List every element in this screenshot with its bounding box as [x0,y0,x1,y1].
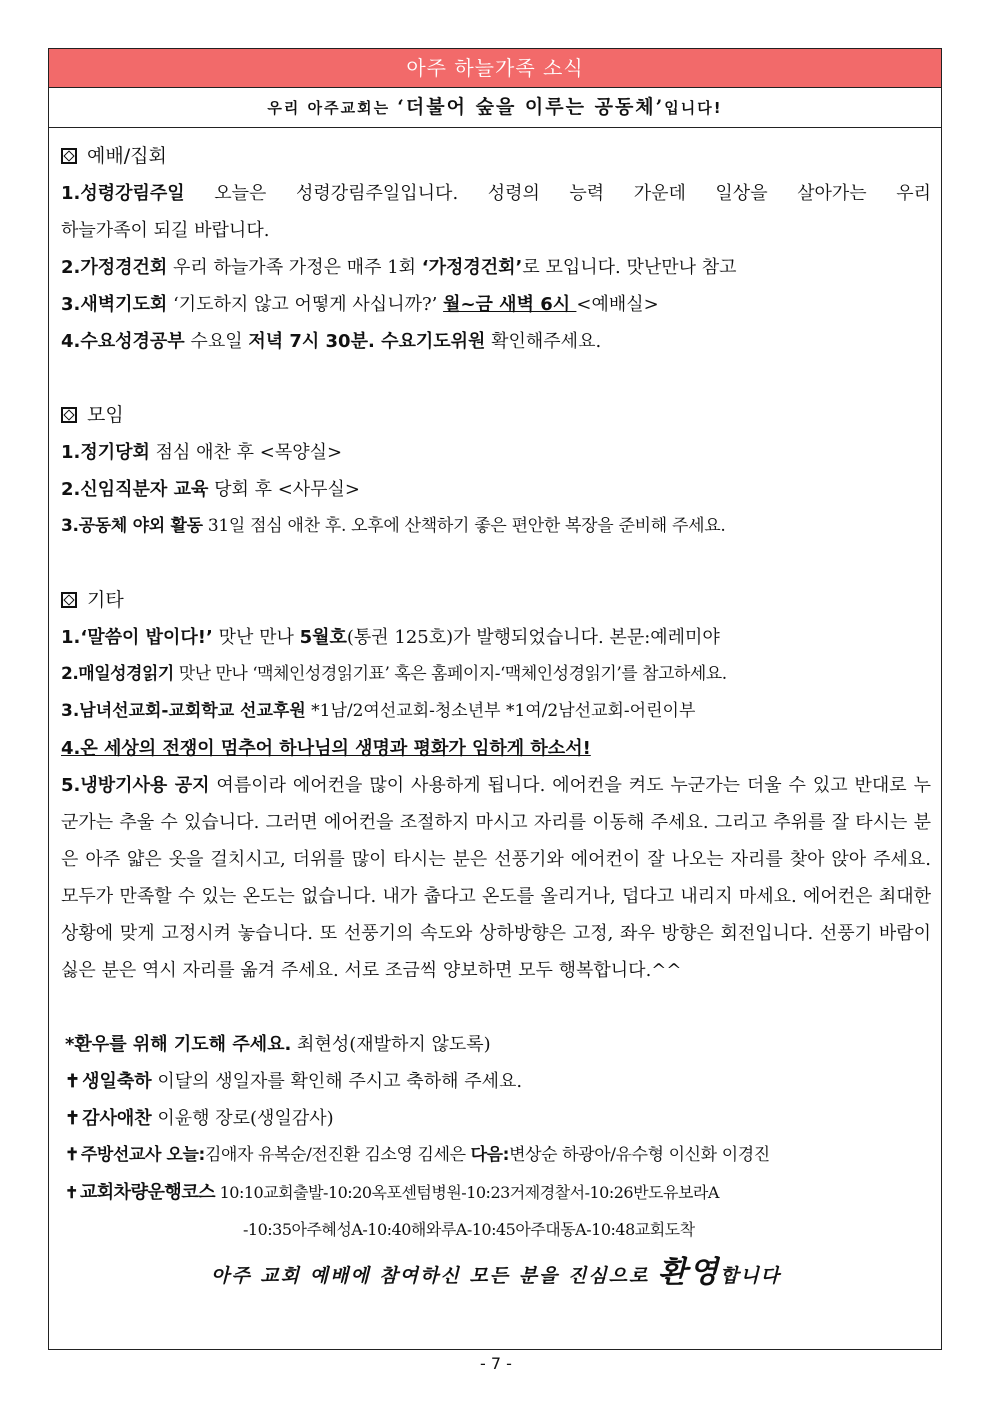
header-title: 아주 하늘가족 소식 [406,56,584,80]
item-label: 감사애찬 [82,1108,152,1129]
birthday-notice [61,1063,931,1100]
item-text: 수요일 [184,331,249,352]
item-text: 하늘가족이 되길 바랍니다. [61,220,270,241]
cross-icon: ✝ [65,1145,79,1165]
etc-item-1 [61,619,931,656]
item-label: 교회차량운행코스 [79,1182,216,1203]
item-label: 3.새벽기도회 [61,294,168,315]
item-label: 5.냉방기사용 공지 [61,775,210,796]
bus-route-cont [61,1211,931,1248]
cross-icon: ✝ [65,1071,81,1092]
item-label: 2.매일성경읽기 [61,664,174,684]
section-title: 기타 [87,589,124,611]
item-text: *1남/2여선교회-청소년부 *1여/2남선교회-어린이부 [305,701,696,721]
item-text: 이윤행 장로(생일감사) [151,1108,334,1129]
etc-item-3 [61,693,931,730]
item-label: 2.가정경건회 [61,257,168,278]
church-slogan [49,88,941,128]
section-etc-heading [61,582,931,619]
section-meeting-heading [61,397,931,434]
meeting-item-1 [61,434,931,471]
welcome-message [61,1254,931,1295]
page-number: - 7 - [480,1354,512,1373]
bus-route [61,1174,931,1211]
section-worship-heading [61,138,931,175]
etc-item-4-prayer [61,730,931,767]
item-text: 변상순 하광아/유수형 이신화 이경진 [509,1145,770,1165]
item-text: 31일 점심 애찬 후. 오후에 산책하기 좋은 편안한 복장을 준비해 주세요. [202,516,726,536]
kitchen-notice [61,1137,931,1174]
cross-icon: ✝ [65,1108,81,1129]
item-emphasis: ‘가정경건회’ [421,257,523,278]
welcome-post: 합니다 [719,1265,782,1287]
worship-item-3 [61,286,931,323]
cross-icon: ✝ [65,1183,78,1202]
item-label: 생일축하 [82,1071,152,1092]
section-title: 예배/집회 [87,145,167,167]
item-text: 최현성(재발하지 않도록) [291,1034,491,1055]
worship-item-1-cont [61,212,931,249]
section-title: 모임 [87,404,124,426]
item-label: 3.남녀선교회-교회학교 선교후원 [61,701,306,721]
item-text: -10:35아주혜성A-10:40해와루A-10:45아주대동A-10:48교회도착 [243,1220,695,1239]
item-text: 점심 애찬 후 <목양실> [149,442,343,463]
item-label: 4.수요성경공부 [61,331,185,352]
item-place: <예배실> [576,294,659,315]
worship-item-4 [61,323,931,360]
welcome-pre: 아주 교회 예배에 참여하신 모든 분을 진심으로 [210,1265,658,1287]
etc-item-5 [61,767,931,989]
item-text: 김애자 유복순/전진환 김소영 김세은 [204,1145,471,1165]
item-label: 오늘: [160,1145,205,1165]
slogan-main: ‘더불어 숲을 이루는 공동체’ [397,96,665,118]
item-text: 맛난 만나 [212,627,300,648]
diamond-square-icon [61,407,77,423]
item-text: 여름이라 에어컨을 많이 사용하게 됩니다. 에어컨을 켜도 누군가는 더울 수 있고 반대로 누군가는 추울 수 있습니다. 그러면 에어컨을 조절하지 마시고 자리를 이동해 주세요. 그리고 추위를 잘 타시는 분은 아주 얇은 옷을 걸치시고, 더위를 많이 타시는 분은 선풍기와 에어컨이 잘 나오는 자리를 찾아 앉아 주세요. 모두가 만족할 수 있는 온도는 없습니다. 내가 춥다고 온도를 올리거나, 덥다고 내리지 마세요. 에어컨은 최대한 상황에 맞게 고정시켜 놓습니다. 또 선풍기의 속도와 상하방향은 고정, 좌우 방향은 회전입니다. 선풍기 바람이 싫은 분은 역시 자리를 옮겨 주세요. 서로 조금씩 양보하면 모두 행복합니다.^^ [61,775,931,981]
item-text: 오늘은 성령강림주일입니다. 성령의 능력 가운데 일상을 살아가는 우리 [184,183,931,204]
worship-item-2 [61,249,931,286]
newsletter-header [49,49,941,88]
item-emphasis: 5월호 [299,627,347,648]
item-time: 저녁 7시 30분. 수요기도위원 [248,331,486,352]
item-text: ‘기도하지 않고 어떻게 사십니까?’ [167,294,444,315]
meeting-item-3 [61,508,931,545]
item-text: 10:10교회출발-10:20옥포센텀병원-10:23거제경찰서-10:26반도유보라A [215,1183,719,1202]
item-text: 당회 후 <사무실> [208,479,361,500]
item-text: 4.온 세상의 전쟁이 멈추어 하나님의 생명과 평화가 임하게 하소서! [61,738,591,759]
meeting-item-2 [61,471,931,508]
item-label: *환우를 위해 기도해 주세요. [65,1034,292,1055]
slogan-post: 입니다! [664,99,723,117]
slogan-pre: 우리 아주교회는 [267,99,398,117]
item-text: 이달의 생일자를 확인해 주시고 축하해 주세요. [151,1071,523,1092]
item-label: 주방선교사 [80,1145,161,1165]
item-text: 확인해주세요. [485,331,602,352]
item-label: 2.신임직분자 교육 [61,479,209,500]
diamond-square-icon [61,148,77,164]
item-label: 다음: [470,1145,510,1165]
welcome-big: 환영 [658,1255,720,1290]
etc-item-2 [61,656,931,693]
diamond-square-icon [61,592,77,608]
worship-item-1 [61,175,931,212]
item-text: 맛난 만나 ‘맥체인성경읽기표’ 혹은 홈페이지-‘맥체인성경읽기’를 참고하세요. [173,664,727,684]
item-text: 우리 하늘가족 가정은 매주 1회 [167,257,422,278]
item-text: (통권 125호)가 발행되었습니다. 본문:예레미야 [346,627,720,648]
item-text: 로 모입니다. 맛난만나 참고 [522,257,737,278]
item-label: 3.공동체 야외 활동 [61,516,203,536]
item-time: 월~금 새벽 6시 [443,294,577,315]
newsletter-frame [48,48,942,1350]
item-label: 1.정기당회 [61,442,150,463]
item-label: 1.‘말씀이 밥이다!’ [61,627,213,648]
thanks-notice [61,1100,931,1137]
item-label: 1.성령강림주일 [61,183,185,204]
prayer-request [61,1026,931,1063]
newsletter-content [49,128,941,1295]
